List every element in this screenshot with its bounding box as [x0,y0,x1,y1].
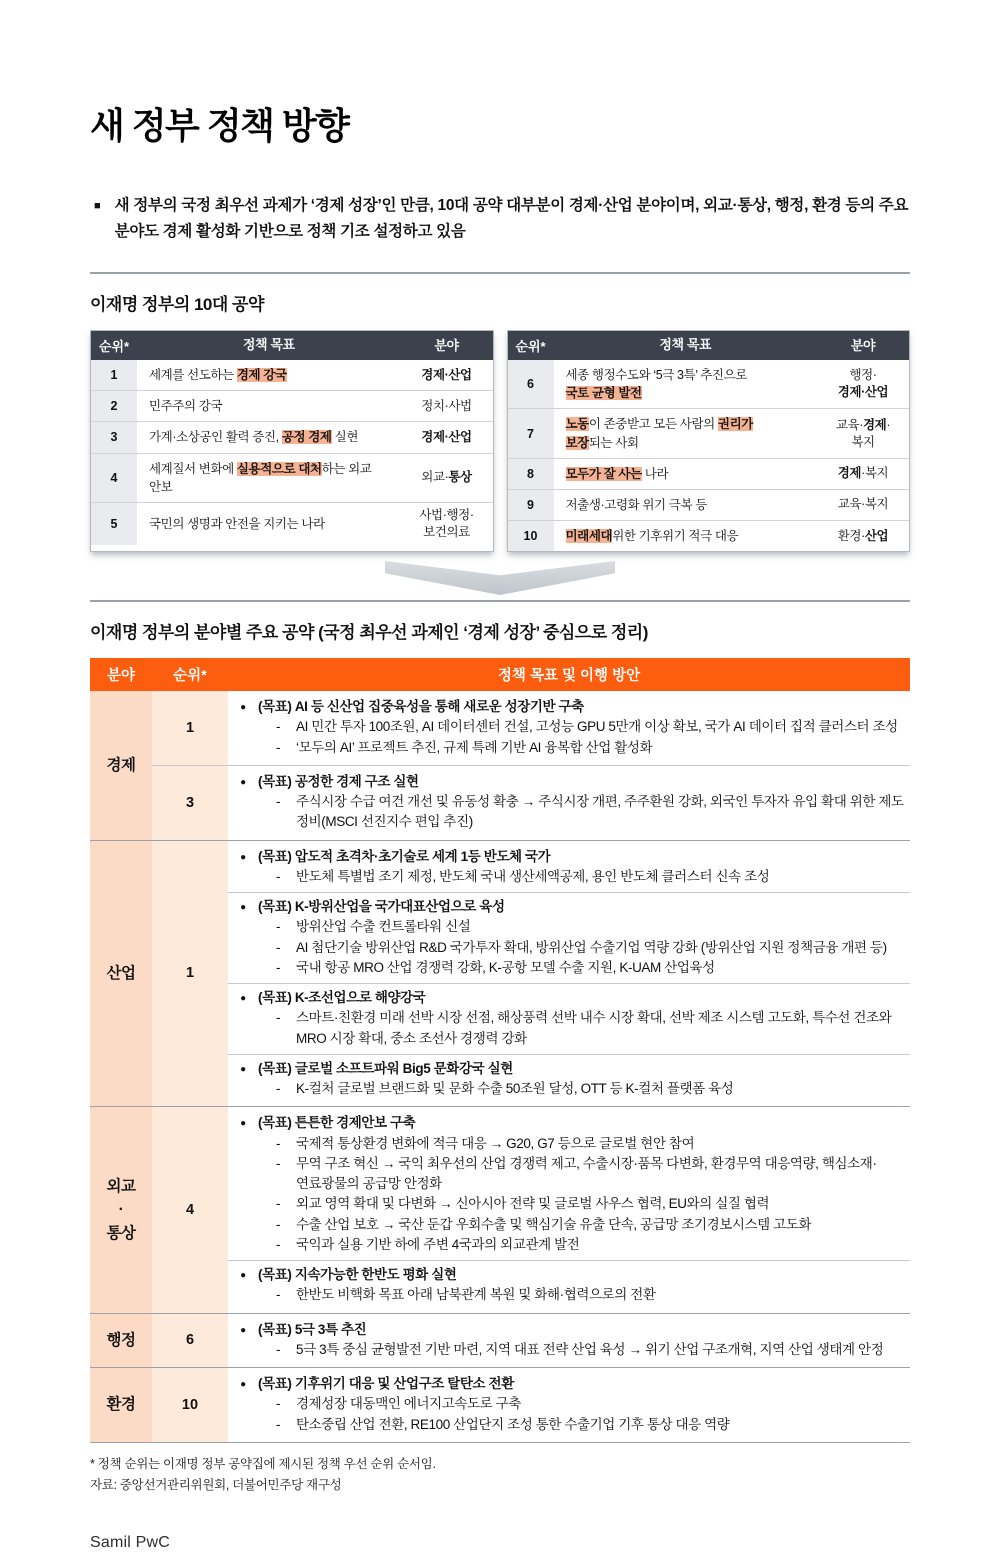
rank-row [152,1107,910,1312]
dash-icon: - [276,868,281,884]
bullet-icon: ● [240,1063,246,1075]
goal-block [228,1316,910,1366]
category-rows [152,691,910,840]
category-label: 외교 [106,1178,136,1195]
dash-icon: - [276,1416,281,1432]
dash-icon: - [276,919,281,935]
goals-cell [228,1107,910,1312]
goal-block [228,892,910,983]
rank-cell: 1 [152,841,228,1107]
intro-bullet [90,193,910,244]
policy-text [149,428,358,446]
highlighted-text: 실용적으로 대처 [236,461,322,476]
column-header-category: 분야 [106,668,135,684]
table-row [91,453,493,502]
goal-sub-text: 국내 항공 MRO 산업 경쟁력 강화, K-공항 모델 수출 지원, K-UAM 산업육성 [296,959,715,975]
highlighted-text: 보장 [565,435,589,450]
field-text [421,469,471,486]
column-header-field: 분야 [434,337,459,353]
dash-icon: - [276,1135,281,1151]
goals-cell [228,1314,910,1368]
text-segment: 세계를 선도하는 [149,368,237,383]
goal-title-text: (목표) 튼튼한 경제안보 구축 [258,1115,416,1131]
intro-text: 새 정부의 국정 최우선 과제가 ‘경제 성장’인 만큼, 10대 공약 대부분이 경제·산업 분야이며, 외교·통상, 행정, 환경 등의 주요 분야도 경제 활성화 기반으로 정책 기조 설정하고 있음 [114,197,909,240]
goal-sub-text: 스마트·친환경 미래 선박 시장 선점, 해상풍력 선박 내수 시장 확대, 선박 제조 시스템 고도화, 특수선 건조와 MRO 시장 확대, 중소 조선사 경쟁력 강화 [296,1010,892,1046]
goal-sub-line [228,958,910,978]
dash-icon: - [276,1341,281,1357]
goal-title-line [228,1265,910,1285]
field-cell [401,503,493,545]
goal-sub-line [228,717,910,737]
goal-title-text: (목표) AI 등 신산업 집중육성을 통해 새로운 성장기반 구축 [258,699,584,714]
text-segment: 경제·산업 [837,385,889,400]
dash-icon: - [276,1155,281,1171]
goal-sub-text: 국익과 실용 기반 하에 주변 4국과의 외교관계 발전 [296,1236,580,1252]
table-row [91,360,493,390]
dash-icon: - [276,1081,281,1096]
goal-sub-text: 주식시장 수급 여건 개선 및 유동성 확충 → 주식시장 개편, 주주환원 강화, 외국인 투자자 유입 확대 위한 제도 정비(MSCI 선진지수 편입 추진) [296,794,904,830]
column-header-policy: 정책 목표 [242,337,295,353]
field-text [419,507,473,541]
rank-cell: 7 [508,409,554,457]
rank-cell: 10 [152,1368,228,1442]
category-group [90,691,910,840]
bullet-icon: ● [240,702,246,713]
rank-row [152,841,910,1107]
goal-title-line [228,897,910,917]
page [0,98,1000,1552]
text-segment: 세계질서 변화에 [149,461,237,476]
category-label: · [118,1201,124,1219]
text-segment: 복지 [851,434,875,449]
pledges-table-right [507,330,911,552]
highlighted-text: 권리가 [717,417,753,432]
dash-icon: - [276,794,281,809]
column-header-rank: 순위* [515,339,546,355]
goal-block [228,1054,910,1105]
goal-title-line [228,697,910,717]
bullet-icon: ● [240,1270,246,1281]
footnote-rank: * 정책 순위는 이재명 정부 공약집에 제시된 정책 우선 순위 순서임. [90,1456,436,1471]
goals-cell [228,841,910,1107]
goal-sub-text: 한반도 비핵화 목표 아래 남북관계 복원 및 화해·협력으로의 전환 [296,1287,656,1303]
policy-cell [554,459,818,489]
section1-heading: 이재명 정부의 10대 공약 [90,295,264,315]
dash-icon: - [276,1010,281,1026]
category-cell [90,1368,152,1442]
field-text [421,429,471,446]
field-cell [817,521,909,551]
category-cell [90,691,152,840]
pledges-table-left [90,330,494,552]
highlighted-text: 모두가 잘 사는 [565,466,642,481]
rank-row [152,1368,910,1442]
policy-text [566,527,739,545]
category-group [90,840,910,1107]
column-header-policy: 정책 목표 [659,337,712,353]
goal-sub-text: 방위산업 수출 컨트롤타워 신설 [296,919,471,935]
goal-sub-text: 반도체 특별법 조기 제정, 반도체 국내 생산세액공제, 용인 반도체 클러스터 신속 조성 [296,868,770,884]
table-header-row [90,658,910,691]
table-row [508,489,910,520]
goal-title-line [228,1320,910,1340]
dash-icon: - [276,719,281,735]
rank-cell: 5 [91,503,137,545]
goal-sub-text: 수출 산업 보호 → 국산 둔갑 우회수출 및 핵심기술 유출 단속, 공급망 조기경보시스템 고도화 [296,1216,812,1232]
category-group [90,1106,910,1312]
section2-heading: 이재명 정부의 분야별 주요 공약 (국정 최우선 과제인 ‘경제 성장’ 중심으로 정리) [90,623,648,642]
goal-title-line [228,1113,910,1133]
bullet-icon: ● [240,902,246,913]
policy-text [149,460,371,496]
policy-text [149,366,287,384]
goal-sub-line [228,1079,910,1099]
divider [90,272,910,274]
table-row [508,520,910,551]
category-rows [152,1368,910,1442]
highlighted-text: 노동 [565,417,589,432]
category-label: 통상 [106,1224,136,1242]
bullet-icon: ● [240,851,246,863]
text-segment: 통상 [448,470,472,485]
rank-cell: 6 [508,360,554,408]
field-cell [817,409,909,457]
rank-cell: 3 [91,422,137,452]
field-text [838,367,888,401]
divider [90,600,910,602]
goal-sub-line [228,938,910,958]
bullet-icon: ● [240,1118,246,1130]
samil-pwc-logo: Samil PwC [90,1534,171,1552]
policy-detail-table [90,658,910,1443]
goal-title-line [228,988,910,1008]
table-row [91,390,493,421]
goal-title-line [228,847,910,867]
bullet-icon: ● [240,1379,246,1390]
policy-cell [554,490,818,520]
text-segment: 저출생·고령화 위기 극복 등 [565,497,707,512]
goal-sub-line [228,1194,910,1214]
goal-title-text: (목표) K-방위산업을 국가대표산업으로 육성 [258,899,505,914]
goal-block [228,843,910,893]
goal-title-text: (목표) 압도적 초격차·초기술로 세계 1등 반도체 국가 [258,848,551,864]
goal-title-text: (목표) 기후위기 대응 및 산업구조 탈탄소 전환 [258,1376,514,1391]
goal-sub-text: 경제성장 대동맥인 에너지고속도로 구축 [296,1396,521,1412]
rank-cell: 8 [508,459,554,489]
field-cell [817,459,909,489]
field-cell [401,454,493,502]
policy-cell [137,391,401,421]
goal-sub-line [228,1235,910,1255]
policy-text [149,515,325,533]
text-segment: 사법·행정· [419,507,474,522]
text-segment: 산업 [864,528,889,543]
text-segment: 이 존중받고 모든 사람의 [588,417,718,432]
field-text [838,528,888,545]
text-segment: 행정· [849,368,877,383]
table-row [508,360,910,408]
text-segment: 외교· [421,470,449,485]
goal-sub-line [228,1394,910,1414]
goal-sub-text: AI 민간 투자 100조원, AI 데이터센터 건설, 고성능 GPU 5만개 이상 확보, 국가 AI 데이터 집적 클러스터 조성 [296,719,898,735]
goal-sub-line [228,1215,910,1235]
goal-sub-line [228,1285,910,1305]
policy-text [566,496,707,514]
top-pledges-tables [90,330,910,552]
category-label: 행정 [106,1331,136,1349]
goal-block [228,983,910,1054]
rank-row [152,765,910,840]
goal-title-text: (목표) 글로벌 소프트파워 Big5 문화강국 실현 [258,1060,513,1076]
field-cell [401,391,493,421]
policy-cell [137,454,401,502]
policy-text [566,366,747,402]
policy-cell [137,360,401,390]
table-row [91,421,493,452]
goal-title-text: (목표) 지속가능한 한반도 평화 실현 [258,1267,457,1282]
category-group [90,1313,910,1368]
goal-block [228,1109,910,1260]
field-text [836,417,890,451]
text-segment: 위한 기후위기 적극 대응 [612,528,739,543]
dash-icon: - [276,1396,281,1412]
highlighted-text: 공정 경제 [281,430,332,445]
rank-cell: 4 [152,1107,228,1312]
goal-sub-line [228,1340,910,1360]
highlighted-text: 미래세대 [565,528,613,543]
highlighted-text: 경제 강국 [236,368,287,383]
policy-cell [554,521,818,551]
policy-cell [554,360,818,408]
rank-cell: 10 [508,521,554,551]
bullet-icon: ● [240,993,246,1004]
goal-sub-line [228,1134,910,1154]
category-label: 환경 [106,1396,136,1414]
dash-icon: - [276,1196,281,1212]
goal-block [228,693,910,763]
goal-title-text: (목표) 5극 3특 추진 [258,1321,367,1337]
goal-sub-line [228,1008,910,1049]
dash-icon: - [276,1216,281,1232]
goal-sub-line [228,1154,910,1195]
field-text [838,465,888,482]
text-segment: 민주주의 강국 [149,399,223,414]
dash-icon: - [276,739,281,755]
category-label: 산업 [106,964,136,982]
field-cell [401,360,493,390]
column-header-rank: 순위* [173,668,207,684]
column-header-goal: 정책 목표 및 이행 방안 [497,668,641,684]
category-group [90,1367,910,1442]
text-segment: 되는 사회 [588,435,639,450]
table-row [508,408,910,457]
page-title: 새 정부 정책 방향 [90,105,349,146]
text-segment: 안보 [149,479,173,494]
text-segment: 정치·사법 [421,398,472,413]
text-segment: 경제·산업 [421,367,472,382]
field-text [421,398,471,415]
category-label: 경제 [106,756,136,774]
rank-cell: 6 [152,1314,228,1368]
text-segment: 보건의료 [423,524,470,539]
goal-block [228,768,910,838]
category-cell [90,841,152,1107]
square-bullet-icon: ■ [94,200,101,212]
goal-sub-line [228,738,910,758]
text-segment: 경제 [837,466,862,481]
dash-icon: - [276,939,281,955]
goal-sub-text: 외교 영역 확대 및 다변화 → 신아시아 전략 및 글로벌 사우스 협력, EU와의 실질 협력 [296,1196,770,1212]
text-segment: 세종 행정수도와 ‘5극 3특’ 추진으로 [565,368,747,383]
column-header-rank: 순위* [98,339,130,355]
goal-sub-line [228,1415,910,1435]
highlighted-text: 국토 균형 발전 [565,386,642,401]
text-segment: 경제 [863,417,887,432]
goal-sub-text: 5극 3특 중심 균형발전 기반 마련, 지역 대표 전략 산업 육성 → 위기 산업 구조개혁, 지역 산업 생태계 안정 [296,1341,884,1357]
goal-sub-text: 국제적 통상환경 변화에 적극 대응 → G20, G7 등으로 글로벌 현안 참여 [296,1135,695,1151]
text-segment: 환경· [837,528,865,543]
rank-cell: 2 [91,391,137,421]
bullet-icon: ● [240,776,246,788]
goal-title-text: (목표) K-조선업으로 해양강국 [258,990,426,1005]
goal-sub-line [228,867,910,887]
text-segment: 실현 [331,430,359,445]
text-segment: ·복지 [861,466,889,481]
rank-cell: 1 [91,360,137,390]
policy-cell [137,503,401,545]
rank-cell: 3 [152,766,228,840]
field-cell [401,422,493,452]
text-segment: 경제·산업 [421,430,472,444]
footnotes [90,1454,910,1497]
dash-icon: - [276,959,281,975]
category-rows [152,1314,910,1368]
table-row [91,502,493,545]
rank-row [152,1314,910,1368]
text-segment: 교육·복지 [837,497,889,512]
goal-block [228,1260,910,1311]
category-cell [90,1107,152,1312]
goals-cell [228,766,910,840]
rank-cell: 9 [508,490,554,520]
goal-title-text: (목표) 공정한 경제 구조 실현 [258,773,419,789]
table-header-row [91,331,493,360]
dash-icon: - [276,1287,281,1303]
goal-sub-text: AI 첨단기술 방위산업 R&D 국가투자 확대, 방위산업 수출기업 역량 강화 (방위산업 지원 정책금융 개편 등) [296,939,887,955]
goal-sub-text: K-컬처 글로벌 브랜드화 및 문화 수출 50조원 달성, OTT 등 K-컬처 플랫폼 육성 [296,1081,734,1096]
field-text [421,367,471,384]
goal-sub-text: 탄소중립 산업 전환, RE100 산업단지 조성 통한 수출기업 기후 통상 대응 역량 [296,1416,730,1432]
policy-cell [137,422,401,452]
policy-text [566,465,669,483]
text-segment: 교육· [835,417,863,432]
goal-title-line [228,772,910,792]
text-segment: 나라 [641,466,669,481]
rank-row [152,691,910,765]
table-header-row [508,331,910,360]
field-cell [817,490,909,520]
table-row [508,458,910,489]
category-rows [152,841,910,1107]
field-text [838,496,888,513]
field-cell [817,360,909,408]
text-segment: 가계·소상공인 활력 증진, [149,430,282,445]
category-rows [152,1107,910,1312]
dash-icon: - [276,1236,281,1252]
category-cell [90,1314,152,1368]
text-segment: 하는 외교 [321,461,372,476]
policy-cell [554,409,818,457]
text-segment: 국민의 생명과 안전을 지키는 나라 [149,516,325,531]
goal-block [228,1370,910,1440]
text-segment: · [886,417,891,432]
goals-cell [228,1368,910,1442]
goals-cell [228,691,910,765]
rank-cell: 4 [91,454,137,502]
policy-text [149,397,222,415]
bullet-icon: ● [240,1324,246,1336]
footnote-source: 자료: 중앙선거관리위원회, 더불어민주당 재구성 [90,1478,342,1492]
goal-sub-text: ‘모두의 AI’ 프로젝트 추진, 규제 특례 기반 AI 융복합 산업 활성화 [296,739,653,755]
goal-title-line [228,1374,910,1394]
rank-cell: 1 [152,691,228,765]
goal-sub-line [228,792,910,833]
column-header-field: 분야 [850,337,876,353]
goal-sub-text: 무역 구조 혁신 → 국익 최우선의 산업 경쟁력 제고, 수출시장·품목 다변화, 환경무역 대응역량, 핵심소재·연료광물의 공급망 안정화 [296,1155,877,1191]
goal-sub-line [228,917,910,937]
policy-text [566,415,753,451]
goal-title-line [228,1059,910,1079]
down-arrow-icon [385,561,615,595]
